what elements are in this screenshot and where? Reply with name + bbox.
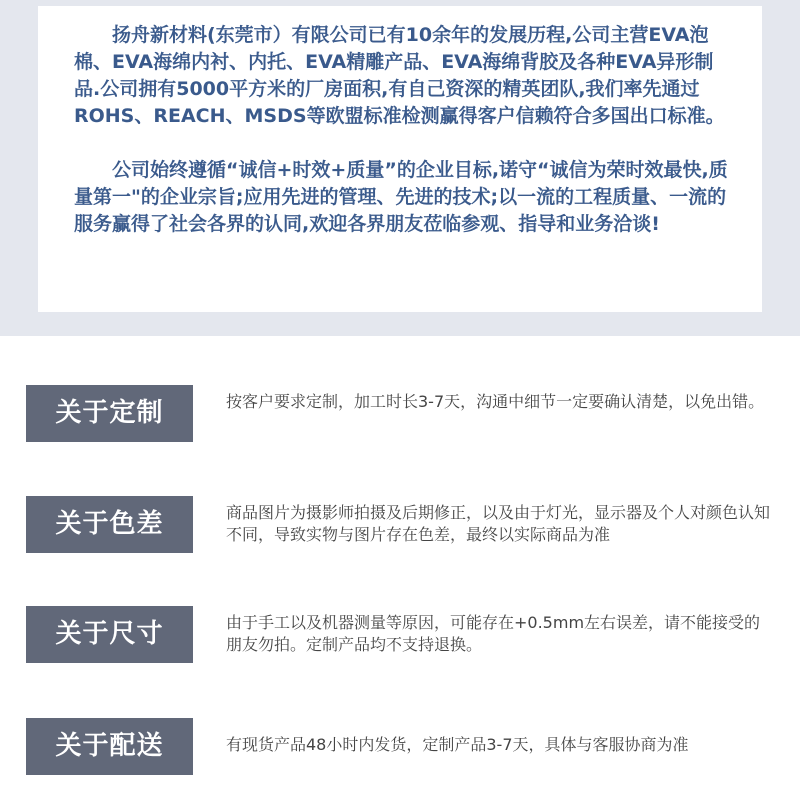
- intro-paragraph-2: 公司始终遵循“诚信+时效+质量”的企业目标,诺守“诚信为荣时效最快,质量第一"的企业宗旨;应用先进的管理、先进的技术;以一流的工程质量、一流的服务赢得了社会各界的认同,欢迎各界朋友莅临参观、指导和业务洽谈!: [74, 159, 728, 235]
- section-text-size: 由于手工以及机器测量等原因，可能存在+0.5mm左右误差，请不能接受的朋友勿拍。定制产品均不支持退换。: [226, 613, 761, 654]
- section-text-customization: 按客户要求定制，加工时长3-7天，沟通中细节一定要确认清楚，以免出错。: [226, 392, 765, 411]
- section-label-delivery: 关于配送: [26, 718, 193, 775]
- section-text-color-difference: 商品图片为摄影师拍摄及后期修正，以及由于灯光，显示器及个人对颜色认知不同，导致实物与图片存在色差，最终以实际商品为准: [226, 503, 771, 544]
- intro-band: [0, 0, 800, 336]
- info-row-customization: [0, 385, 800, 445]
- section-label-customization: 关于定制: [26, 385, 193, 442]
- intro-paragraph-1: 扬舟新材料(东莞市）有限公司已有10余年的发展历程,公司主营EVA泡棉、EVA海绵内衬、内托、EVA精雕产品、EVA海绵背胶及各种EVA异形制品.公司拥有5000平方米的厂房面积,有自己资深的精英团队,我们率先通过ROHS、REACH、MSDS等欧盟标准检测赢得客户信赖符合多国出口标准。: [74, 24, 725, 127]
- info-row-size: [0, 606, 800, 666]
- section-label-color-difference: 关于色差: [26, 496, 193, 553]
- company-intro-card: [38, 6, 762, 312]
- section-text-delivery: 有现货产品48小时内发货，定制产品3-7天，具体与客服协商为准: [226, 735, 689, 754]
- info-row-color-difference: [0, 496, 800, 556]
- info-row-delivery: [0, 718, 800, 778]
- section-label-size: 关于尺寸: [26, 606, 193, 663]
